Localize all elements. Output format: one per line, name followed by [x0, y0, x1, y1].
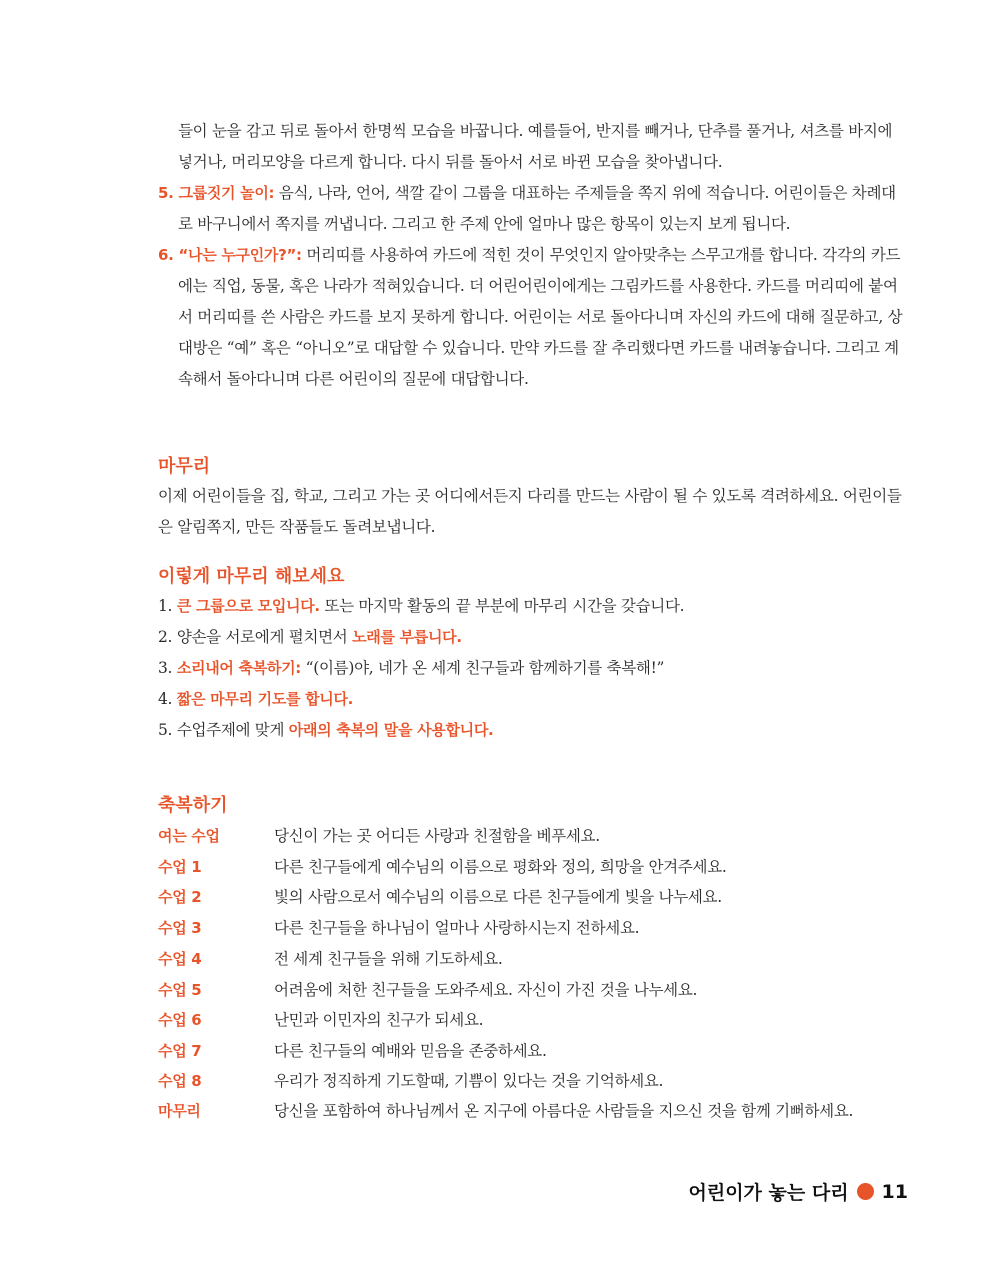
howto-item-2: [158, 622, 918, 653]
item-6-line-2: 에는 직업, 동물, 혹은 나라가 적혀있습니다. 더 어린어린이에게는 그림카드를 사용한다. 카드를 머리띠에 붙여: [178, 277, 898, 295]
item-6-line-5: 속해서 돌아다니며 다른 어린이의 질문에 대답합니다.: [178, 370, 529, 388]
blessing-text: 우리가 정직하게 기도할때, 기쁨이 있다는 것을 기억하세요.: [274, 1072, 664, 1090]
blessing-row: [158, 882, 722, 913]
blessing-label: 수업 6: [158, 1011, 202, 1029]
blessing-row: [158, 975, 697, 1006]
blessing-label: 수업 5: [158, 981, 202, 999]
howto-title: 이렇게 마무리 해보세요: [158, 566, 345, 587]
howto-item-5: [158, 715, 918, 746]
howto-item-5-pre: 5. 수업주제에 맞게: [158, 721, 289, 739]
blessing-row: [158, 852, 727, 883]
item-6-line-3: 서 머리띠를 쓴 사람은 카드를 보지 못하게 합니다. 어린이는 서로 돌아다니며 자신의 카드에 대해 질문하고, 상: [178, 308, 903, 326]
blessing-label: 수업 4: [158, 950, 202, 968]
item-5-label: 5. 그룹짓기 놀이:: [158, 184, 275, 202]
blessing-text: 당신이 가는 곳 어디든 사랑과 친절함을 베푸세요.: [274, 827, 600, 845]
howto-item-3-post: “(이름)야, 네가 온 세계 친구들과 함께하기를 축복해!”: [300, 659, 665, 677]
howto-item-2-highlight: 노래를 부릅니다.: [352, 628, 462, 646]
closing-title: 마무리: [158, 456, 211, 477]
blessing-row: [158, 1096, 853, 1127]
blessing-label: 수업 8: [158, 1072, 202, 1090]
howto-item-3: [158, 653, 918, 684]
howto-list: [158, 591, 918, 746]
blessing-text: 다른 친구들을 하나님이 얼마나 사랑하시는지 전하세요.: [274, 919, 640, 937]
blessing-label: 마무리: [158, 1102, 201, 1120]
blessing-text: 다른 친구들의 예배와 믿음을 존중하세요.: [274, 1042, 547, 1060]
blessing-row: [158, 1036, 547, 1067]
activity-list: [158, 116, 918, 395]
closing-line-1: 이제 어린이들을 집, 학교, 그리고 가는 곳 어디에서든지 다리를 만드는 사람이 될 수 있도록 격려하세요. 어린이들: [158, 487, 902, 505]
item-6-line-1: [158, 240, 918, 271]
intro-line-2: 넣거나, 머리모양을 다르게 합니다. 다시 뒤를 돌아서 서로 바뀐 모습을 찾아냅니다.: [178, 153, 723, 171]
blessing-row: [158, 913, 639, 944]
page-footer: [688, 1178, 908, 1205]
howto-item-4: [158, 684, 918, 715]
blessing-title: 축복하기: [158, 795, 228, 816]
item-5-text: 음식, 나라, 언어, 색깔 같이 그룹을 대표하는 주제들을 쪽지 위에 적습니다. 어린이들은 차례대: [274, 184, 896, 202]
intro-line-1: 들이 눈을 감고 뒤로 돌아서 한명씩 모습을 바꿉니다. 예를들어, 반지를 빼거나, 단추를 풀거나, 셔츠를 바지에: [178, 122, 893, 140]
closing-text: [158, 481, 918, 543]
blessing-text: 빛의 사람으로서 예수님의 이름으로 다른 친구들에게 빛을 나누세요.: [274, 888, 722, 906]
blessing-text: 다른 친구들에게 예수님의 이름으로 평화와 정의, 희망을 안겨주세요.: [274, 858, 727, 876]
blessing-label: 수업 3: [158, 919, 202, 937]
howto-item-1: [158, 591, 918, 622]
item-5-line-2: 로 바구니에서 쪽지를 꺼냅니다. 그리고 한 주제 안에 얼마나 많은 항목이 있는지 보게 됩니다.: [178, 215, 791, 233]
blessing-text: 전 세계 친구들을 위해 기도하세요.: [274, 950, 503, 968]
page-number: 11: [881, 1180, 908, 1203]
book-title: 어린이가 놓는 다리: [688, 1182, 849, 1204]
blessing-row: [158, 1005, 483, 1036]
howto-item-1-post: 또는 마지막 활동의 끝 부분에 마무리 시간을 갖습니다.: [319, 597, 685, 615]
item-6-label: 6. “나는 누구인가?”:: [158, 246, 302, 264]
blessing-row: [158, 944, 503, 975]
howto-item-3-pre: 3.: [158, 659, 177, 677]
howto-item-2-pre: 2. 양손을 서로에게 펼치면서: [158, 628, 353, 646]
blessing-text: 난민과 이민자의 친구가 되세요.: [274, 1011, 484, 1029]
blessing-text: 당신을 포함하여 하나님께서 온 지구에 아름다운 사람들을 지으신 것을 함께 기뻐하세요.: [274, 1102, 854, 1120]
howto-item-1-pre: 1.: [158, 597, 177, 615]
howto-item-4-highlight: 짧은 마무리 기도를 합니다.: [176, 690, 354, 708]
howto-item-5-highlight: 아래의 축복의 말을 사용합니다.: [288, 721, 494, 739]
blessing-label: 수업 2: [158, 888, 202, 906]
blessing-row: [158, 821, 600, 852]
item-5-line-1: [158, 178, 918, 209]
blessing-label: 수업 1: [158, 858, 202, 876]
blessing-label: 수업 7: [158, 1042, 202, 1060]
item-6-line-4: 대방은 “예” 혹은 “아니오”로 대답할 수 있습니다. 만약 카드를 잘 추리했다면 카드를 내려놓습니다. 그리고 계: [178, 339, 899, 357]
blessing-label: 여는 수업: [158, 827, 220, 845]
blessing-text: 어려움에 처한 친구들을 도와주세요. 자신이 가진 것을 나누세요.: [274, 981, 698, 999]
howto-item-1-highlight: 큰 그룹으로 모입니다.: [176, 597, 320, 615]
howto-item-4-pre: 4.: [158, 690, 177, 708]
howto-item-3-highlight: 소리내어 축복하기:: [176, 659, 301, 677]
blessing-row: [158, 1066, 663, 1097]
item-6-text: 머리띠를 사용하여 카드에 적힌 것이 무엇인지 알아맞추는 스무고개를 합니다. 각각의 카드: [301, 246, 901, 264]
circle-bullet-icon: [857, 1183, 874, 1200]
closing-line-2: 은 알림쪽지, 만든 작품들도 돌려보냅니다.: [158, 518, 436, 536]
